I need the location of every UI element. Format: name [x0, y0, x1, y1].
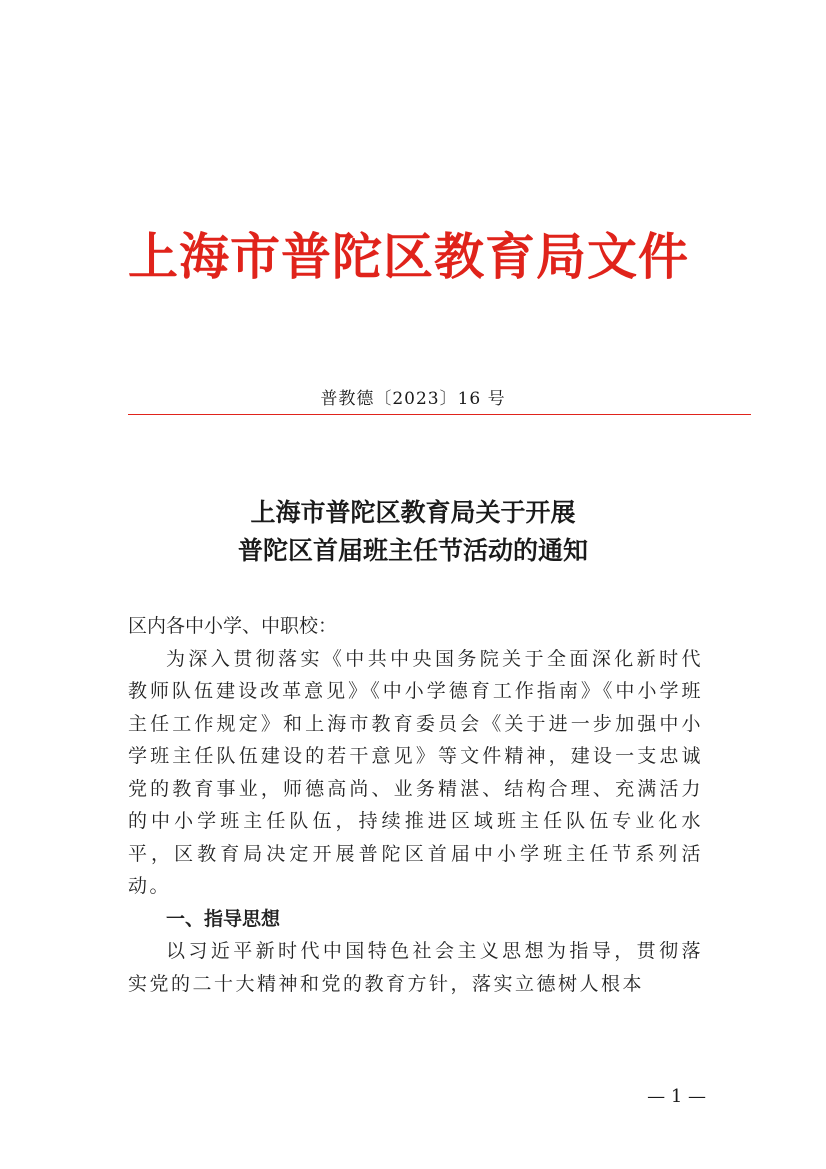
paragraph-intro: 为深入贯彻落实《中共中央国务院关于全面深化新时代教师队伍建设改革意见》《中小学德育工作指南》《中小学班主任工作规定》和上海市教育委员会《关于进一步加强中小学班主任队伍建设的若干意见》等文件精神，建设一支忠诚党的教育事业，师德高尚、业务精湛、结构合理、充满活力的中小学班主任队伍，持续推进区域班主任队伍专业化水平，区教育局决定开展普陀区首届中小学班主任节系列活动。: [128, 647, 703, 897]
document-body: [128, 610, 703, 1000]
red-divider-line: [128, 414, 751, 415]
notice-title-line-1: 上海市普陀区教育局关于开展: [250, 498, 576, 527]
document-number: 普教德〔2023〕16 号: [320, 389, 506, 409]
notice-title: [0, 494, 826, 570]
section-heading-guiding-ideology: 一、指导思想: [166, 907, 281, 930]
notice-title-line-2: 普陀区首届班主任节活动的通知: [237, 536, 588, 565]
page-number-text: — 1 —: [647, 1086, 706, 1107]
salutation: 区内各中小学、中职校：: [128, 615, 338, 637]
page-number: [0, 1086, 826, 1107]
paragraph-guiding-ideology: 以习近平新时代中国特色社会主义思想为指导，贯彻落实党的二十大精神和党的教育方针，落实立德树人根本: [128, 940, 703, 995]
masthead-title: 上海市普陀区教育局文件: [128, 227, 689, 286]
